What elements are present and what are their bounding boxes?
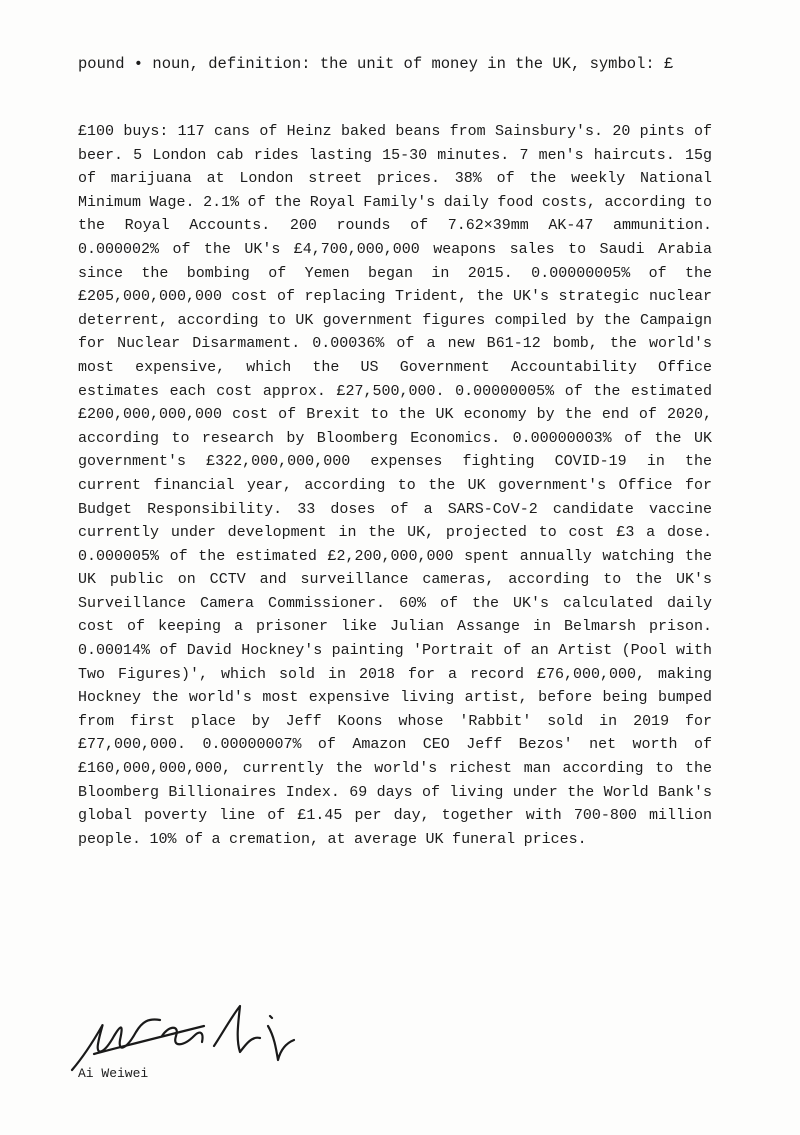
handwritten-signature [64, 996, 304, 1076]
definition-line: pound • noun, definition: the unit of money in the UK, symbol: £ [78, 55, 674, 73]
signer-name: Ai Weiwei [78, 1066, 149, 1081]
body-paragraph: £100 buys: 117 cans of Heinz baked beans from Sainsbury's. 20 pints of beer. 5 London cab rides lasting 15-30 minutes. 7 men's haircuts. 15g of marijuana at London street prices. 38% of the weekly National Minimum Wage. 2.1% of the Royal Family's daily food costs, according to the Royal Accounts. 200 rounds of 7.62×39mm AK-47 ammunition. 0.000002% of the UK's £4,700,000,000 weapons sales to Saudi Arabia since the bombing of Yemen began in 2015. 0.00000005% of the £205,000,000,000 cost of replacing Trident, the UK's strategic nuclear deterrent, according to UK government figures compiled by the Campaign for Nuclear Disarmament. 0.00036% of a new B61-12 bomb, the world's most expensive, which the US Government Accountability Office estimates each cost approx. £27,500,000. 0.00000005% of the estimated £200,000,000,000 cost of Brexit to the UK economy by the end of 2020, according to research by Bloomberg Economics. 0.00000003% of the UK government's £322,000,000,000 expenses fighting COVID-19 in the current financial year, according to the UK government's Office for Budget Responsibility. 33 doses of a SARS-CoV-2 candidate vaccine currently under development in the UK, projected to cost £3 a dose. 0.000005% of the estimated £2,200,000,000 spent annually watching the UK public on CCTV and surveillance cameras, according to the UK's Surveillance Camera Commissioner. 60% of the UK's calculated daily cost of keeping a prisoner like Julian Assange in Belmarsh prison. 0.00014% of David Hockney's painting 'Portrait of an Artist (Pool with Two Figures)', which sold in 2018 for a record £76,000,000, making Hockney the world's most expensive living artist, before being bumped from first place by Jeff Koons whose 'Rabbit' sold in 2019 for £77,000,000. 0.00000007% of Amazon CEO Jeff Bezos' net worth of £160,000,000,000, currently the world's richest man according to the Bloomberg Billionaires Index. 69 days of living under the World Bank's global poverty line of £1.45 per day, together with 700-800 million people. 10% of a cremation, at average UK funeral prices. [78, 123, 712, 848]
